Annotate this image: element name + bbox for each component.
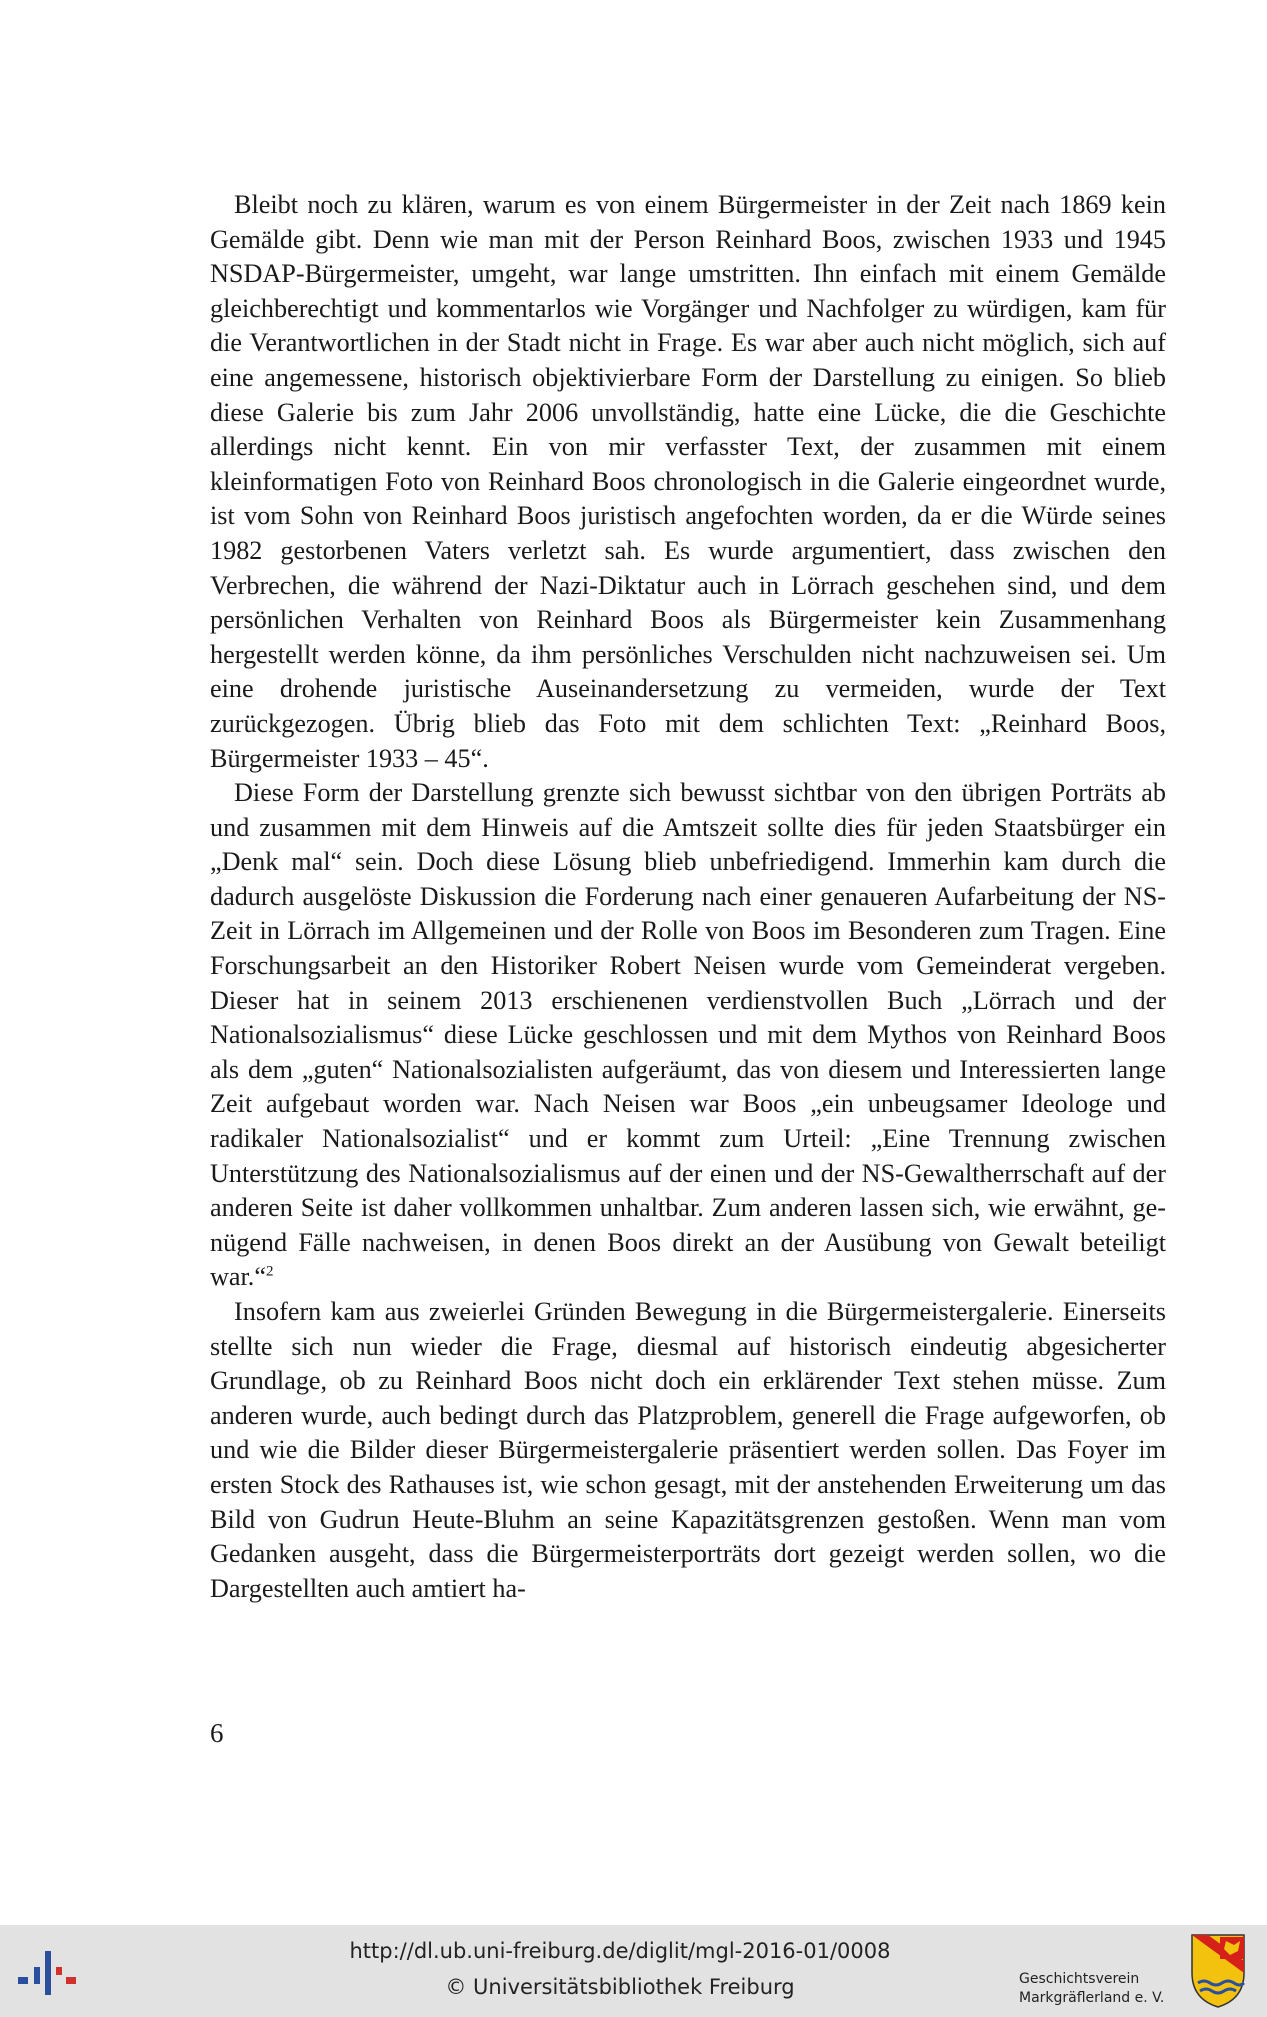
page-number: 6 <box>210 1718 224 1748</box>
society-name-line-2: Markgräflerland e. V. <box>1019 1990 1165 2006</box>
ub-freiburg-logo-icon[interactable] <box>14 1947 78 1999</box>
paragraph-3 <box>210 1295 1166 1606</box>
paragraph-1-text: Bleibt noch zu klären, warum es von einem Bürgermeister in der Zeit nach 1869 kein Gemälde gibt. Denn wie man mit der Person Reinhard Boos, zwischen 1933 und 1945 NSDAP-Bürgermeister, umgeht, war lange umstritten. Ihn einfach mit einem Gemälde gleichberechtigt und kommentarlos wie Vorgänger und Nachfolger zu würdigen, kam für die Verantwortlichen in der Stadt nicht in Frage. Es war aber auch nicht möglich, sich auf eine angemessene, historisch objektivierbare Form der Darstellung zu einigen. So blieb diese Galerie bis zum Jahr 2006 unvollständig, hatte eine Lücke, die die Geschichte allerdings nicht kennt. Ein von mir verfasster Text, der zusammen mit einem kleinformatigen Foto von Reinhard Boos chronologisch in die Galerie eingeordnet wurde, ist vom Sohn von Reinhard Boos juristisch angefochten worden, da er die Würde seines 1982 gestorbenen Vaters verletzt sah. Es wurde argumentiert, dass zwischen den Verbrechen, die während der Nazi-Diktatur auch in Lörrach geschehen sind, und dem persönlichen Verhalten von Reinhard Boos als Bürgermeister kein Zusammenhang hergestellt werden könne, da ihm persönliches Verschulden nicht nachzuweisen sei. Um eine drohende juristische Auseinandersetzung zu vermeiden, wurde der Text zurückgezogen. Übrig blieb das Foto mit dem schlichten Text: „Reinhard Boos, Bürgermeister 1933 – 45“. <box>210 190 1166 773</box>
coat-of-arms-icon[interactable] <box>1190 1933 1246 2009</box>
copyright-notice: © Universitätsbibliothek Freiburg <box>445 1975 795 1999</box>
footnote-marker[interactable]: 2 <box>265 1263 274 1280</box>
paragraph-2-text: Diese Form der Darstellung grenzte sich bewusst sichtbar von den übrigen Porträts ab und zusammen mit dem Hinweis auf die Amtszeit sollte dies für jeden Staatsbürger ein „Denk mal“ sein. Doch diese Lösung blieb unbefriedigend. Immerhin kam durch die dadurch ausgelöste Diskussion die Forderung nach einer genaueren Aufarbeitung der NS-Zeit in Lörrach im Allgemeinen und der Rolle von Boos im Besonderen zum Tragen. Eine Forschungsarbeit an den Historiker Robert Neisen wurde vom Gemeinderat vergeben. Dieser hat in seinem 2013 erschienenen verdienstvollen Buch „Lörrach und der Nationalsozialismus“ diese Lücke geschlossen und mit dem Mythos von Reinhard Boos als dem „guten“ Nationalsozialisten aufgeräumt, das von diesem und Interessierten lange Zeit aufgebaut worden war. Nach Neisen war Boos „ein unbeugsamer Ideologe und radikaler Nationalsozialist“ und er kommt zum Urteil: „Eine Trennung zwischen Unterstützung des Nationalsozialismus auf der einen und der NS-Gewaltherrschaft auf der anderen Seite ist daher vollkommen unhaltbar. Zum anderen lassen sich, wie erwähnt, genügend Fälle nachweisen, in denen Boos direkt an der Ausübung von Gewalt beteiligt war.“ <box>210 778 1166 1292</box>
document-permalink[interactable]: http://dl.ub.uni-freiburg.de/diglit/mgl-2016-01/0008 <box>349 1939 891 1963</box>
society-name <box>1019 1970 1164 2008</box>
paragraph-3-text: Insofern kam aus zweierlei Gründen Bewegung in die Bürgermeistergalerie. Einerseits stellte sich nun wieder die Frage, diesmal auf historisch eindeutig abgesicherter Grundlage, ob zu Reinhard Boos nicht doch ein erklärender Text stehen müsse. Zum anderen wurde, auch bedingt durch das Platzproblem, generell die Frage aufgeworfen, ob und wie die Bilder dieser Bürgermeistergalerie präsentiert werden sollen. Das Foyer im ersten Stock des Rathauses ist, wie schon gesagt, mit der anstehenden Erweiterung um das Bild von Gudrun Heute-Bluhm an seine Kapazitätsgrenzen gestoßen. Wenn man vom Gedanken ausgeht, dass die Bürgermeisterporträts dort gezeigt werden sollen, wo die Dargestellten auch amtiert ha- <box>210 1297 1166 1603</box>
page-body <box>210 188 1166 1606</box>
paragraph-2 <box>210 776 1166 1295</box>
paragraph-1 <box>210 188 1166 776</box>
viewer-footer <box>0 1925 1267 2017</box>
society-name-line-1: Geschichtsverein <box>1019 1971 1140 1987</box>
